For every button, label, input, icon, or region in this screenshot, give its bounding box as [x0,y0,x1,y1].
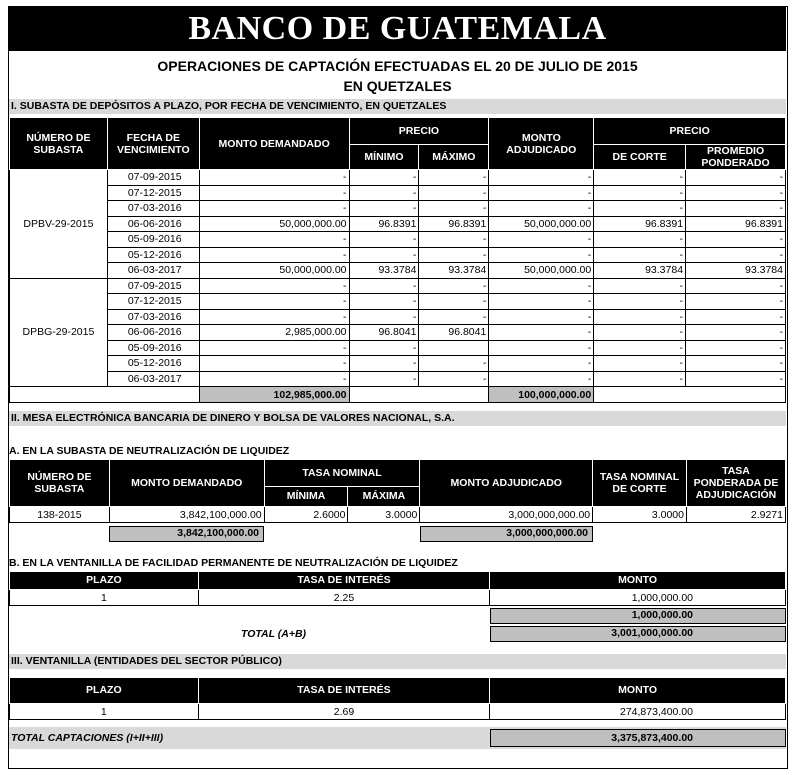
cell: 96.8041 [349,325,419,341]
cell: 1 [10,704,199,720]
cell: - [199,340,349,356]
cell: - [419,294,489,310]
cell: - [419,232,489,248]
cell: - [199,309,349,325]
total-demandado: 102,985,000.00 [199,387,349,403]
col-2b-plazo: PLAZO [10,572,199,590]
cell: - [199,185,349,201]
cell: - [489,340,594,356]
maturity-date: 07-03-2016 [107,201,199,217]
table-row [10,247,786,263]
table-row [10,201,786,217]
cell: - [489,185,594,201]
cell [419,340,489,356]
cell: - [594,371,686,387]
cell: - [594,185,686,201]
cell: - [349,185,419,201]
cell: - [199,278,349,294]
table-row [10,340,786,356]
cell: - [686,309,786,325]
table-row [10,278,786,294]
cell: - [686,325,786,341]
cell: 274,873,400.00 [490,704,786,720]
cell: - [349,278,419,294]
cell: - [199,371,349,387]
cell: - [349,371,419,387]
report-title: OPERACIONES DE CAPTACIÓN EFECTUADAS EL 20 DE JULIO DE 2015 [157,58,638,74]
bank-name: BANCO DE GUATEMALA [9,7,786,51]
maturity-date: 06-03-2017 [107,263,199,279]
col-2b-tasa: TASA DE INTERÉS [198,572,490,590]
maturity-date: 06-03-2017 [107,371,199,387]
total-a-b: 3,001,000,000.00 [490,626,786,642]
cell: 2.69 [198,704,490,720]
cell: - [594,340,686,356]
table-row [10,507,786,523]
col-maximo: MÁXIMO [419,145,489,170]
col-3-tasa: TASA DE INTERÉS [198,678,490,704]
cell: - [686,232,786,248]
cell: 50,000,000.00 [489,263,594,279]
auction-number: DPBG-29-2015 [10,278,108,387]
cell: - [419,170,489,186]
cell: - [419,278,489,294]
totals-row [10,387,786,403]
cell: 96.8391 [349,216,419,232]
cell: - [489,170,594,186]
col-precio: PRECIO [349,118,489,145]
col-monto-adjudicado: MONTO ADJUDICADO [489,118,594,170]
cell: 3.0000 [348,507,420,523]
cell: - [594,309,686,325]
cell: - [419,185,489,201]
cell: - [349,170,419,186]
cell: - [594,294,686,310]
col-monto-demandado: MONTO DEMANDADO [199,118,349,170]
cell: - [686,247,786,263]
total-2a-adjudicado: 3,000,000,000.00 [420,526,593,542]
cell: - [489,371,594,387]
cell: 50,000,000.00 [489,216,594,232]
cell: 2.9271 [686,507,785,523]
col-precio-2: PRECIO [594,118,786,145]
cell: - [489,201,594,217]
maturity-date: 07-09-2015 [107,278,199,294]
table-row [10,309,786,325]
section-1-title: I. SUBASTA DE DEPÓSITOS A PLAZO, POR FECHA DE VENCIMIENTO, EN QUETZALES [9,99,786,114]
cell: 2.25 [198,590,490,606]
cell: - [349,232,419,248]
cell: - [199,201,349,217]
section-3-title: III. VENTANILLA (ENTIDADES DEL SECTOR PÚBLICO) [9,654,786,669]
cell: 96.8391 [686,216,786,232]
total-a-b-label: TOTAL (A+B) [241,628,307,640]
col-fecha-vencimiento: FECHA DE VENCIMIENTO [107,118,199,170]
report-subtitle: EN QUETZALES [343,78,452,94]
empty-cell [10,387,200,403]
table-row [10,170,786,186]
cell: - [199,247,349,263]
deposit-auction-table [9,117,786,403]
table-row [10,294,786,310]
public-sector-window-table [9,677,786,720]
cell: - [594,278,686,294]
cell: 138-2015 [10,507,110,523]
cell: - [199,170,349,186]
cell: - [686,294,786,310]
table-row [10,371,786,387]
section-2-title: II. MESA ELECTRÓNICA BANCARIA DE DINERO Y BOLSA DE VALORES NACIONAL, S.A. [9,411,786,426]
neutralization-auction-table [9,459,786,523]
table-row [10,325,786,341]
cell: 1 [10,590,199,606]
auction-number: DPBV-29-2015 [10,170,108,279]
cell: - [199,356,349,372]
cell: 3,842,100,000.00 [109,507,264,523]
cell: - [686,201,786,217]
maturity-date: 07-09-2015 [107,170,199,186]
section-2b-title: B. EN LA VENTANILLA DE FACILIDAD PERMANENTE DE NEUTRALIZACIÓN DE LIQUIDEZ [9,557,458,569]
col-3-plazo: PLAZO [10,678,199,704]
window-facility-table [9,571,786,606]
col-2a-maxima: MÁXIMA [348,487,420,507]
total-2a-demandado: 3,842,100,000.00 [109,526,264,542]
maturity-date: 06-06-2016 [107,216,199,232]
cell: - [349,309,419,325]
cell: - [419,201,489,217]
cell: 3,000,000,000.00 [420,507,593,523]
grand-total-label: TOTAL CAPTACIONES (I+II+III) [11,732,164,744]
col-2a-tasa-nominal: TASA NOMINAL [264,460,420,487]
table-row [10,263,786,279]
cell: 93.3784 [686,263,786,279]
cell: 96.8391 [594,216,686,232]
col-2a-tasa-corte: TASA NOMINAL DE CORTE [593,460,687,507]
cell: - [489,278,594,294]
maturity-date: 07-12-2015 [107,185,199,201]
col-2a-monto-demandado: MONTO DEMANDADO [109,460,264,507]
cell: - [594,170,686,186]
cell: 2,985,000.00 [199,325,349,341]
cell: 96.8041 [419,325,489,341]
table-row [10,704,786,720]
cell: - [489,294,594,310]
cell: - [594,325,686,341]
cell: 93.3784 [349,263,419,279]
grand-total-value: 3,375,873,400.00 [490,729,786,747]
empty-cell [594,387,786,403]
cell: - [489,247,594,263]
col-promedio-ponderado: PROMEDIO PONDERADO [686,145,786,170]
cell: - [419,309,489,325]
maturity-date: 07-12-2015 [107,294,199,310]
cell: - [199,294,349,310]
cell: - [686,185,786,201]
cell: - [489,309,594,325]
table-row [10,185,786,201]
table-row [10,232,786,248]
cell: - [349,201,419,217]
cell: - [489,356,594,372]
col-2a-monto-adjudicado: MONTO ADJUDICADO [420,460,593,507]
table-row [10,356,786,372]
report-frame [8,6,788,769]
col-2a-tasa-ponderada: TASA PONDERADA DE ADJUDICACIÓN [686,460,785,507]
cell: - [349,247,419,263]
cell: - [594,247,686,263]
maturity-date: 05-09-2016 [107,340,199,356]
cell: - [419,371,489,387]
cell: - [349,340,419,356]
total-adjudicado: 100,000,000.00 [489,387,594,403]
col-2a-minima: MÍNIMA [264,487,348,507]
cell: - [349,356,419,372]
cell: 50,000,000.00 [199,216,349,232]
col-numero-subasta: NÚMERO DE SUBASTA [10,118,108,170]
cell: 50,000,000.00 [199,263,349,279]
cell: 3.0000 [593,507,687,523]
cell: - [199,232,349,248]
cell: 96.8391 [419,216,489,232]
cell: - [686,278,786,294]
col-minimo: MÍNIMO [349,145,419,170]
cell: - [419,356,489,372]
cell: - [686,371,786,387]
maturity-date: 07-03-2016 [107,309,199,325]
cell: - [489,232,594,248]
cell: - [686,340,786,356]
cell: - [489,325,594,341]
table-row [10,216,786,232]
section-2a-title: A. EN LA SUBASTA DE NEUTRALIZACIÓN DE LIQUIDEZ [9,445,290,457]
cell: - [349,294,419,310]
maturity-date: 05-12-2016 [107,247,199,263]
cell: 93.3784 [594,263,686,279]
table-row [10,590,786,606]
cell: 1,000,000.00 [490,590,786,606]
maturity-date: 05-09-2016 [107,232,199,248]
empty-cell [349,387,489,403]
col-2b-monto: MONTO [490,572,786,590]
cell: 2.6000 [264,507,348,523]
cell: - [686,356,786,372]
cell: 93.3784 [419,263,489,279]
cell: - [686,170,786,186]
col-2a-numero: NÚMERO DE SUBASTA [10,460,110,507]
maturity-date: 05-12-2016 [107,356,199,372]
cell: - [594,356,686,372]
col-3-monto: MONTO [490,678,786,704]
cell: - [594,201,686,217]
cell: - [594,232,686,248]
subtotal-2b: 1,000,000.00 [490,608,786,624]
col-de-corte: DE CORTE [594,145,686,170]
maturity-date: 06-06-2016 [107,325,199,341]
cell: - [419,247,489,263]
